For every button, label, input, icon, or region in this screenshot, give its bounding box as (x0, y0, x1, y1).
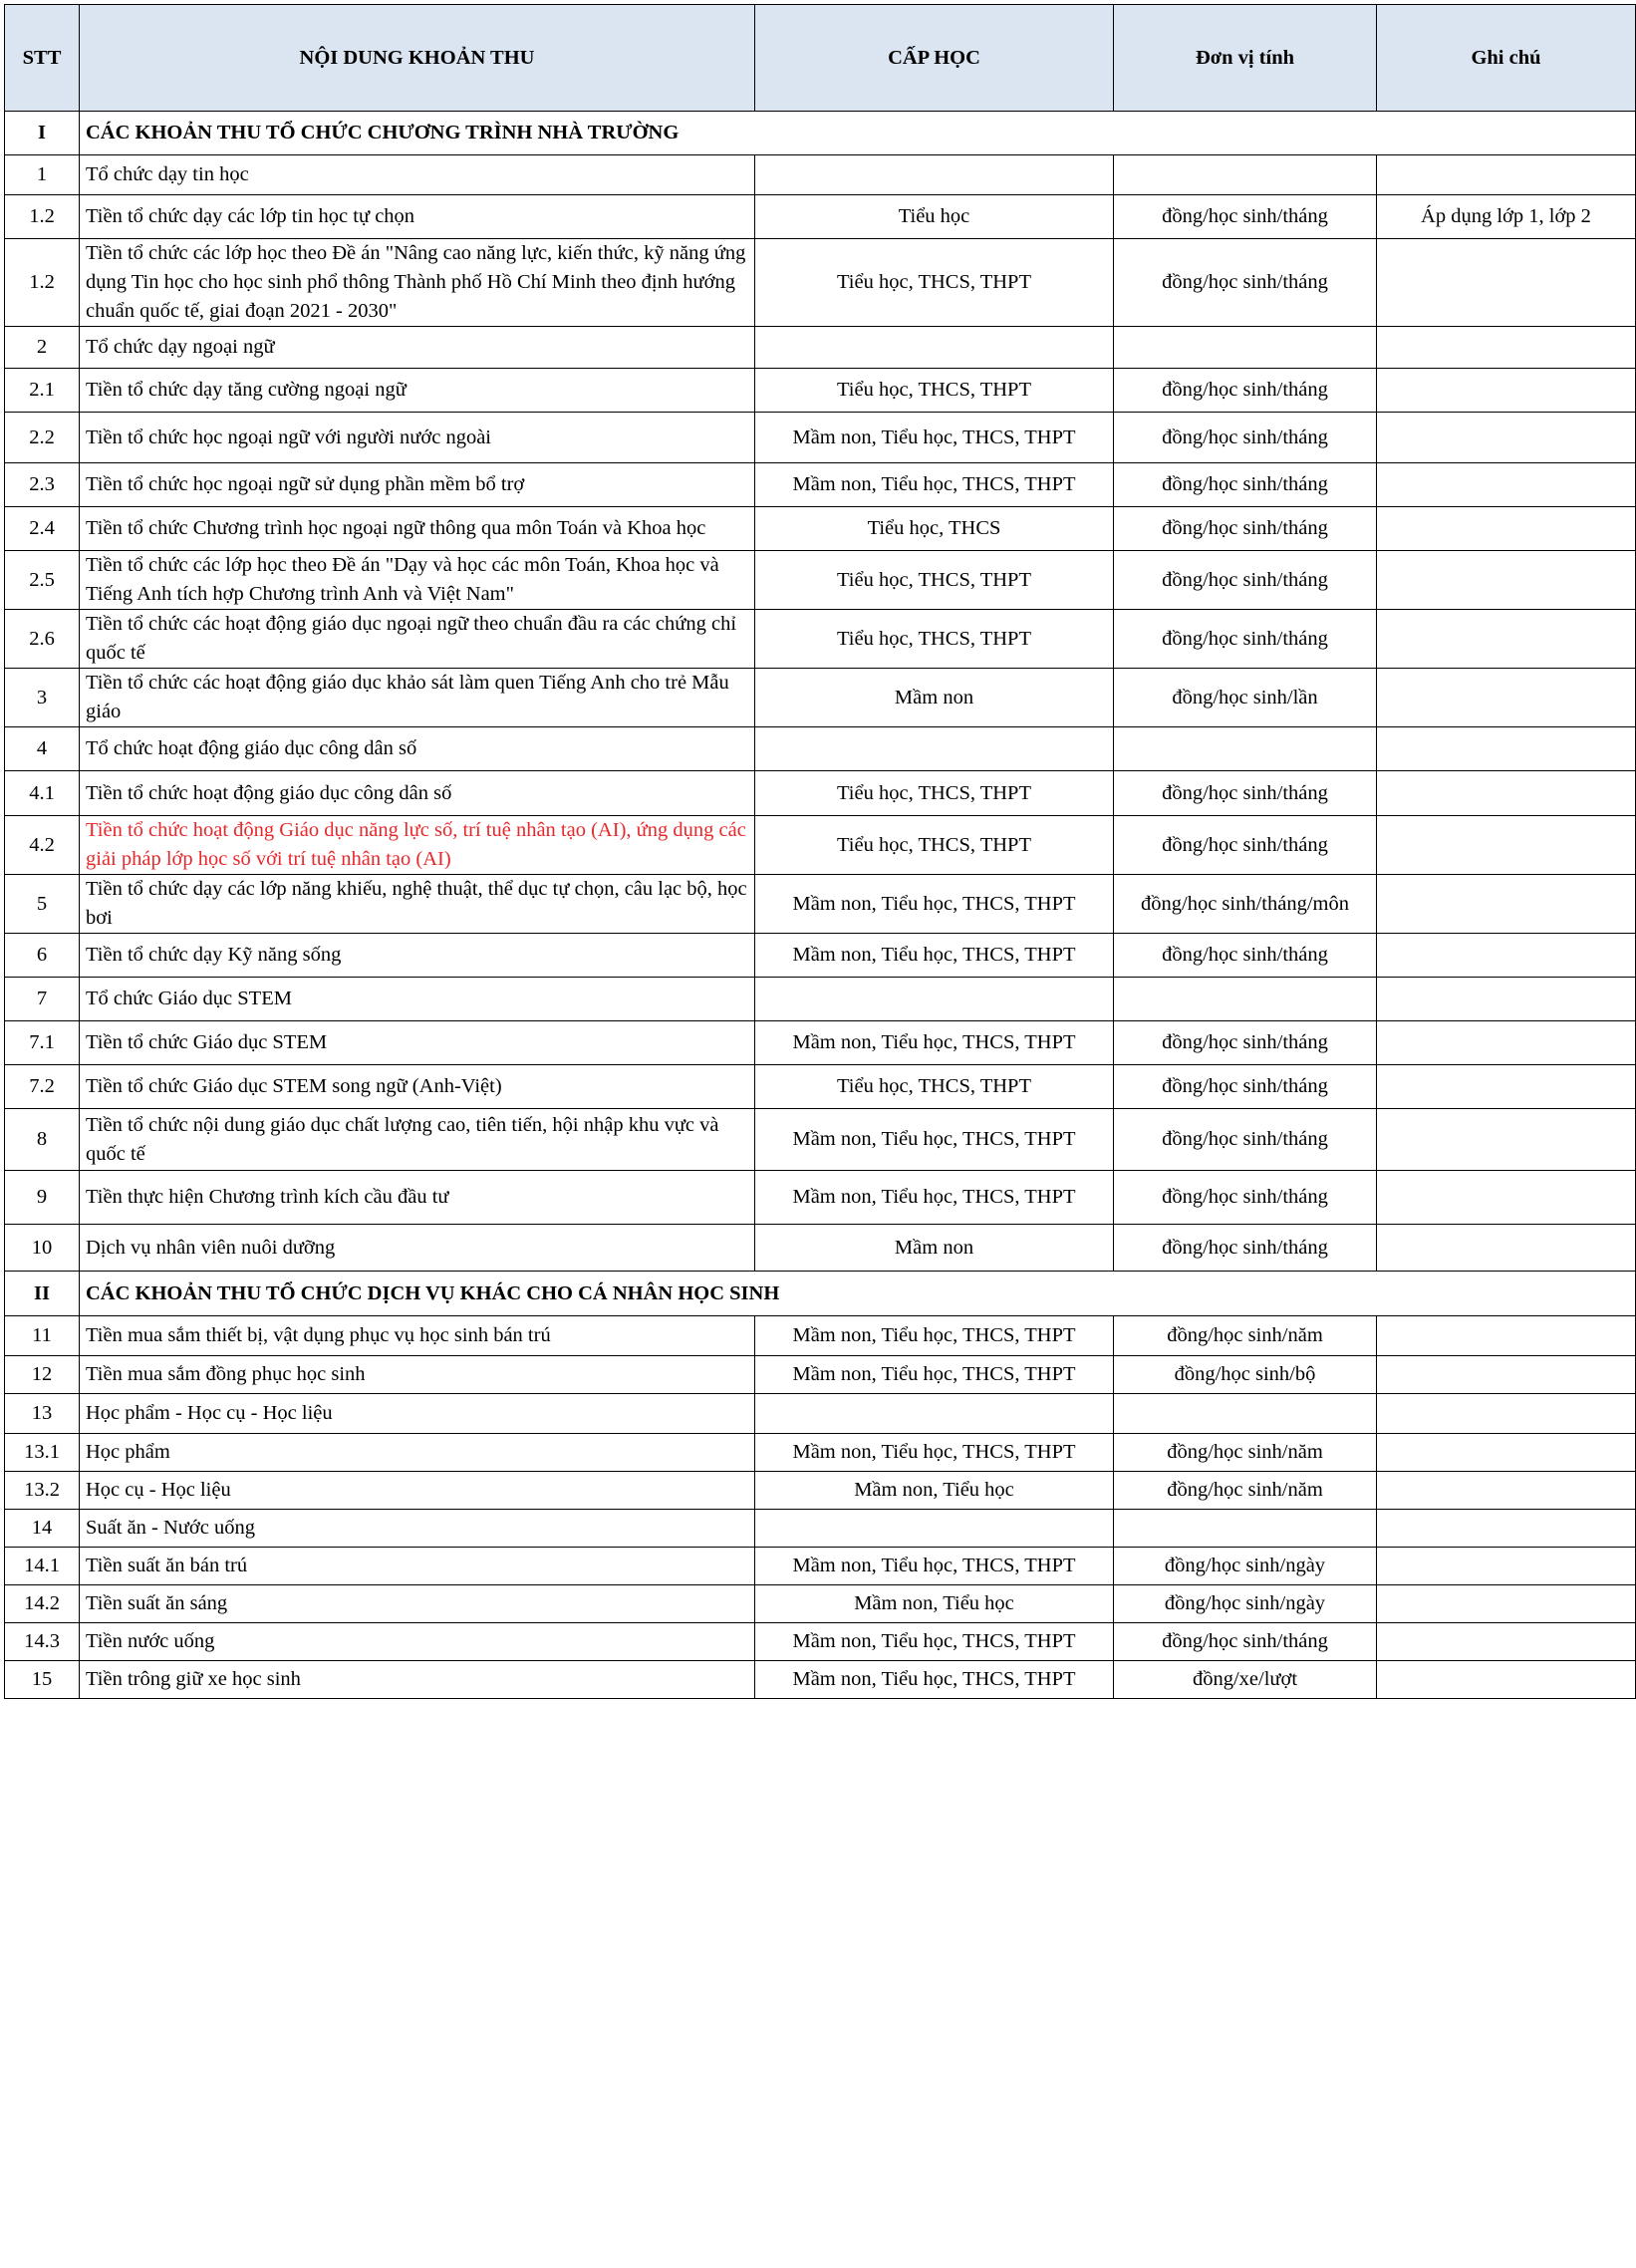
note-cell (1377, 1623, 1636, 1661)
content-cell: Tiền tổ chức hoạt động giáo dục công dân số (80, 771, 755, 816)
content-cell: Tiền suất ăn sáng (80, 1585, 755, 1623)
unit-cell: đồng/học sinh/tháng (1114, 239, 1377, 327)
level-cell: Mầm non, Tiểu học, THCS, THPT (755, 1661, 1114, 1699)
table-row (5, 1356, 1636, 1394)
table-row (5, 1109, 1636, 1171)
content-cell: Tổ chức dạy tin học (80, 155, 755, 195)
section-number: I (5, 112, 80, 155)
note-cell (1377, 507, 1636, 551)
unit-cell: đồng/học sinh/tháng (1114, 463, 1377, 507)
stt-cell: 7 (5, 978, 80, 1021)
content-cell: Tiền tổ chức các lớp học theo Đề án "Dạy và học các môn Toán, Khoa học và Tiếng Anh tích hợp Chương trình Anh và Việt Nam" (80, 551, 755, 610)
unit-cell: đồng/học sinh/tháng (1114, 1065, 1377, 1109)
content-cell: Dịch vụ nhân viên nuôi dưỡng (80, 1225, 755, 1272)
table-row (5, 1225, 1636, 1272)
content-cell: Tiền thực hiện Chương trình kích cầu đầu tư (80, 1171, 755, 1225)
stt-cell: 9 (5, 1171, 80, 1225)
content-cell: Tổ chức hoạt động giáo dục công dân số (80, 727, 755, 771)
unit-cell (1114, 978, 1377, 1021)
stt-cell: 2.3 (5, 463, 80, 507)
table-row (5, 1434, 1636, 1472)
content-cell: Tiền tổ chức Giáo dục STEM song ngữ (Anh-Việt) (80, 1065, 755, 1109)
content-cell: Tiền tổ chức Giáo dục STEM (80, 1021, 755, 1065)
note-cell (1377, 413, 1636, 463)
level-cell: Mầm non, Tiểu học, THCS, THPT (755, 1316, 1114, 1356)
note-cell (1377, 1510, 1636, 1548)
table-row (5, 1548, 1636, 1585)
note-cell (1377, 239, 1636, 327)
content-cell: Tiền mua sắm đồng phục học sinh (80, 1356, 755, 1394)
header-stt: STT (5, 5, 80, 112)
fee-table (4, 4, 1636, 1699)
content-cell: Tiền tổ chức dạy Kỹ năng sống (80, 934, 755, 978)
stt-cell: 1.2 (5, 195, 80, 239)
note-cell (1377, 327, 1636, 369)
unit-cell: đồng/học sinh/lần (1114, 669, 1377, 727)
stt-cell: 14.2 (5, 1585, 80, 1623)
section-row (5, 1272, 1636, 1316)
table-row (5, 463, 1636, 507)
fee-table-body (5, 112, 1636, 1699)
content-cell: Tiền tổ chức dạy tăng cường ngoại ngữ (80, 369, 755, 413)
level-cell: Tiểu học, THCS, THPT (755, 239, 1114, 327)
section-title: CÁC KHOẢN THU TỔ CHỨC DỊCH VỤ KHÁC CHO CÁ NHÂN HỌC SINH (80, 1272, 1636, 1316)
content-cell: Tiền tổ chức nội dung giáo dục chất lượng cao, tiên tiến, hội nhập khu vực và quốc tế (80, 1109, 755, 1171)
note-cell (1377, 1661, 1636, 1699)
section-number: II (5, 1272, 80, 1316)
stt-cell: 3 (5, 669, 80, 727)
content-cell: Học cụ - Học liệu (80, 1472, 755, 1510)
level-cell: Mầm non, Tiểu học, THCS, THPT (755, 875, 1114, 934)
note-cell (1377, 669, 1636, 727)
stt-cell: 14 (5, 1510, 80, 1548)
table-row (5, 1171, 1636, 1225)
note-cell (1377, 1065, 1636, 1109)
stt-cell: 13 (5, 1394, 80, 1434)
table-row (5, 1661, 1636, 1699)
header-note: Ghi chú (1377, 5, 1636, 112)
header-row (5, 5, 1636, 112)
level-cell (755, 1394, 1114, 1434)
note-cell (1377, 1434, 1636, 1472)
note-cell (1377, 1225, 1636, 1272)
stt-cell: 13.2 (5, 1472, 80, 1510)
note-cell (1377, 771, 1636, 816)
unit-cell: đồng/học sinh/năm (1114, 1434, 1377, 1472)
level-cell: Mầm non, Tiểu học, THCS, THPT (755, 1171, 1114, 1225)
header-content: NỘI DUNG KHOẢN THU (80, 5, 755, 112)
table-row (5, 934, 1636, 978)
unit-cell (1114, 727, 1377, 771)
note-cell (1377, 463, 1636, 507)
level-cell (755, 978, 1114, 1021)
stt-cell: 8 (5, 1109, 80, 1171)
stt-cell: 4 (5, 727, 80, 771)
stt-cell: 1.2 (5, 239, 80, 327)
note-cell (1377, 1171, 1636, 1225)
table-row (5, 1394, 1636, 1434)
stt-cell: 5 (5, 875, 80, 934)
content-cell: Tiền trông giữ xe học sinh (80, 1661, 755, 1699)
stt-cell: 2.2 (5, 413, 80, 463)
unit-cell: đồng/học sinh/tháng (1114, 551, 1377, 610)
stt-cell: 2.1 (5, 369, 80, 413)
unit-cell: đồng/học sinh/tháng (1114, 1109, 1377, 1171)
level-cell: Mầm non, Tiểu học, THCS, THPT (755, 1356, 1114, 1394)
content-cell: Tiền mua sắm thiết bị, vật dụng phục vụ học sinh bán trú (80, 1316, 755, 1356)
level-cell: Mầm non, Tiểu học, THCS, THPT (755, 1021, 1114, 1065)
level-cell: Mầm non, Tiểu học, THCS, THPT (755, 1109, 1114, 1171)
level-cell: Tiểu học, THCS, THPT (755, 610, 1114, 669)
unit-cell: đồng/học sinh/tháng (1114, 1021, 1377, 1065)
note-cell (1377, 816, 1636, 875)
note-cell (1377, 155, 1636, 195)
note-cell (1377, 369, 1636, 413)
unit-cell: đồng/học sinh/tháng (1114, 1171, 1377, 1225)
stt-cell: 2.5 (5, 551, 80, 610)
content-cell: Tiền tổ chức học ngoại ngữ với người nước ngoài (80, 413, 755, 463)
stt-cell: 7.1 (5, 1021, 80, 1065)
note-cell (1377, 1356, 1636, 1394)
content-cell: Học phẩm - Học cụ - Học liệu (80, 1394, 755, 1434)
unit-cell: đồng/học sinh/năm (1114, 1472, 1377, 1510)
unit-cell: đồng/học sinh/tháng/môn (1114, 875, 1377, 934)
header-unit: Đơn vị tính (1114, 5, 1377, 112)
content-cell: Tiền tổ chức các hoạt động giáo dục ngoại ngữ theo chuẩn đầu ra các chứng chỉ quốc tế (80, 610, 755, 669)
stt-cell: 14.1 (5, 1548, 80, 1585)
note-cell (1377, 610, 1636, 669)
unit-cell: đồng/học sinh/bộ (1114, 1356, 1377, 1394)
table-row (5, 327, 1636, 369)
table-row (5, 369, 1636, 413)
unit-cell: đồng/học sinh/ngày (1114, 1585, 1377, 1623)
note-cell (1377, 1021, 1636, 1065)
note-cell (1377, 934, 1636, 978)
level-cell: Tiểu học, THCS, THPT (755, 771, 1114, 816)
level-cell: Mầm non, Tiểu học, THCS, THPT (755, 1548, 1114, 1585)
note-cell (1377, 1394, 1636, 1434)
table-row (5, 1510, 1636, 1548)
level-cell: Tiểu học, THCS, THPT (755, 551, 1114, 610)
unit-cell (1114, 155, 1377, 195)
note-cell (1377, 727, 1636, 771)
content-cell: Tiền tổ chức hoạt động Giáo dục năng lực số, trí tuệ nhân tạo (AI), ứng dụng các giải pháp lớp học số với trí tuệ nhân tạo (AI) (80, 816, 755, 875)
stt-cell: 1 (5, 155, 80, 195)
section-row (5, 112, 1636, 155)
table-row (5, 1585, 1636, 1623)
table-row (5, 155, 1636, 195)
level-cell: Mầm non (755, 1225, 1114, 1272)
level-cell (755, 155, 1114, 195)
content-cell: Tiền tổ chức các lớp học theo Đề án "Nâng cao năng lực, kiến thức, kỹ năng ứng dụng Tin học cho học sinh phổ thông Thành phố Hồ Chí Minh theo định hướng chuẩn quốc tế, giai đoạn 2021 - 2030" (80, 239, 755, 327)
content-cell: Học phẩm (80, 1434, 755, 1472)
content-cell: Tổ chức Giáo dục STEM (80, 978, 755, 1021)
note-cell (1377, 1316, 1636, 1356)
stt-cell: 15 (5, 1661, 80, 1699)
unit-cell (1114, 327, 1377, 369)
table-row (5, 239, 1636, 327)
content-cell: Tổ chức dạy ngoại ngữ (80, 327, 755, 369)
level-cell: Tiểu học, THCS, THPT (755, 369, 1114, 413)
stt-cell: 6 (5, 934, 80, 978)
table-row (5, 195, 1636, 239)
section-title: CÁC KHOẢN THU TỔ CHỨC CHƯƠNG TRÌNH NHÀ TRƯỜNG (80, 112, 1636, 155)
table-row (5, 413, 1636, 463)
table-row (5, 875, 1636, 934)
unit-cell: đồng/xe/lượt (1114, 1661, 1377, 1699)
stt-cell: 4.2 (5, 816, 80, 875)
stt-cell: 13.1 (5, 1434, 80, 1472)
table-row (5, 727, 1636, 771)
stt-cell: 2.6 (5, 610, 80, 669)
content-cell: Tiền tổ chức Chương trình học ngoại ngữ thông qua môn Toán và Khoa học (80, 507, 755, 551)
stt-cell: 4.1 (5, 771, 80, 816)
unit-cell (1114, 1394, 1377, 1434)
content-cell: Tiền tổ chức học ngoại ngữ sử dụng phần mềm bổ trợ (80, 463, 755, 507)
table-row (5, 507, 1636, 551)
level-cell: Tiểu học (755, 195, 1114, 239)
unit-cell: đồng/học sinh/tháng (1114, 507, 1377, 551)
unit-cell (1114, 1510, 1377, 1548)
unit-cell: đồng/học sinh/ngày (1114, 1548, 1377, 1585)
unit-cell: đồng/học sinh/tháng (1114, 610, 1377, 669)
level-cell: Tiểu học, THCS (755, 507, 1114, 551)
stt-cell: 7.2 (5, 1065, 80, 1109)
stt-cell: 2 (5, 327, 80, 369)
content-cell: Suất ăn - Nước uống (80, 1510, 755, 1548)
note-cell: Áp dụng lớp 1, lớp 2 (1377, 195, 1636, 239)
content-cell: Tiền nước uống (80, 1623, 755, 1661)
stt-cell: 14.3 (5, 1623, 80, 1661)
table-row (5, 1316, 1636, 1356)
level-cell (755, 727, 1114, 771)
note-cell (1377, 978, 1636, 1021)
unit-cell: đồng/học sinh/tháng (1114, 1623, 1377, 1661)
level-cell: Mầm non, Tiểu học, THCS, THPT (755, 413, 1114, 463)
note-cell (1377, 1109, 1636, 1171)
level-cell: Mầm non, Tiểu học, THCS, THPT (755, 1623, 1114, 1661)
level-cell: Tiểu học, THCS, THPT (755, 1065, 1114, 1109)
level-cell (755, 327, 1114, 369)
stt-cell: 11 (5, 1316, 80, 1356)
content-cell: Tiền tổ chức dạy các lớp tin học tự chọn (80, 195, 755, 239)
unit-cell: đồng/học sinh/tháng (1114, 413, 1377, 463)
note-cell (1377, 1585, 1636, 1623)
unit-cell: đồng/học sinh/tháng (1114, 934, 1377, 978)
note-cell (1377, 1472, 1636, 1510)
content-cell: Tiền suất ăn bán trú (80, 1548, 755, 1585)
unit-cell: đồng/học sinh/tháng (1114, 771, 1377, 816)
level-cell: Mầm non, Tiểu học (755, 1585, 1114, 1623)
stt-cell: 2.4 (5, 507, 80, 551)
table-row (5, 1021, 1636, 1065)
table-row (5, 551, 1636, 610)
level-cell: Mầm non, Tiểu học, THCS, THPT (755, 934, 1114, 978)
unit-cell: đồng/học sinh/tháng (1114, 369, 1377, 413)
level-cell: Mầm non, Tiểu học, THCS, THPT (755, 1434, 1114, 1472)
table-row (5, 1623, 1636, 1661)
note-cell (1377, 551, 1636, 610)
unit-cell: đồng/học sinh/năm (1114, 1316, 1377, 1356)
table-row (5, 610, 1636, 669)
level-cell (755, 1510, 1114, 1548)
table-row (5, 1065, 1636, 1109)
content-cell: Tiền tổ chức dạy các lớp năng khiếu, nghệ thuật, thể dục tự chọn, câu lạc bộ, học bơi (80, 875, 755, 934)
note-cell (1377, 1548, 1636, 1585)
level-cell: Mầm non, Tiểu học, THCS, THPT (755, 463, 1114, 507)
level-cell: Tiểu học, THCS, THPT (755, 816, 1114, 875)
unit-cell: đồng/học sinh/tháng (1114, 816, 1377, 875)
stt-cell: 12 (5, 1356, 80, 1394)
unit-cell: đồng/học sinh/tháng (1114, 1225, 1377, 1272)
level-cell: Mầm non (755, 669, 1114, 727)
table-row (5, 978, 1636, 1021)
table-row (5, 1472, 1636, 1510)
table-row (5, 816, 1636, 875)
note-cell (1377, 875, 1636, 934)
table-row (5, 771, 1636, 816)
level-cell: Mầm non, Tiểu học (755, 1472, 1114, 1510)
stt-cell: 10 (5, 1225, 80, 1272)
content-cell: Tiền tổ chức các hoạt động giáo dục khảo sát làm quen Tiếng Anh cho trẻ Mẫu giáo (80, 669, 755, 727)
header-level: CẤP HỌC (755, 5, 1114, 112)
table-row (5, 669, 1636, 727)
unit-cell: đồng/học sinh/tháng (1114, 195, 1377, 239)
